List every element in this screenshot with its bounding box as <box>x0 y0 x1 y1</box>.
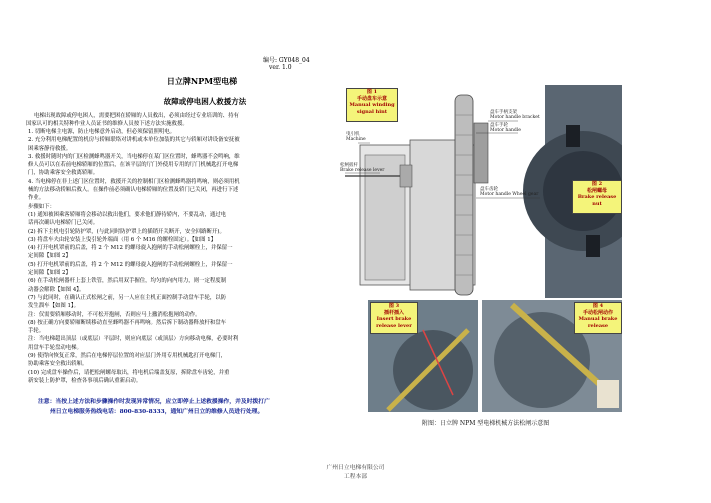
photo-insert-lever <box>368 300 478 412</box>
notice-line: 注意：当按上述方法和步骤操作时发现异常情况，应立即停止上述救援操作，并及时拨打广 <box>38 399 270 405</box>
callout-wheel-gear: 盘车齿轮 Motor handle Wheel gear <box>480 187 539 197</box>
step-line: 步骤如下： <box>28 203 55 210</box>
callout-handle: 盘车手轮 Motor handle <box>490 123 521 133</box>
step-line: 2. 充分利用电梯配置的机房与轿厢联络对讲机或本单位加装的其它与轿厢对讲设备安抚被 <box>28 137 240 144</box>
step-line: (6) 在手动松闸器杆上套上铁管，然后用双手握住，均匀的向内用力，则一定程度制 <box>28 278 227 285</box>
intro-line: 国家认可的相关特种作业人员证书的维修人员按下述方法实施救援。 <box>26 121 188 128</box>
document-number <box>263 57 310 71</box>
notice-block <box>38 397 270 417</box>
step-line: 注：当电梯超出顶层（或底层）平层时，则应向底层（或顶层）方向移动电梯，必要时利 <box>28 336 239 343</box>
step-line: 注：仅需要轿厢移动时，不可松开抱闸，否则应马上撤消松抱闸的动作。 <box>28 311 201 318</box>
callout-handle-bracket: 盘车手柄支架 Motor handle bracket <box>490 110 540 120</box>
step-line: 用盘车手轮盘动电梯。 <box>28 344 82 351</box>
intro-paragraph <box>26 112 239 129</box>
step-line: 困乘客静待救援。 <box>28 145 72 152</box>
procedure-steps <box>28 128 240 385</box>
step-line: 手轮。 <box>28 328 45 335</box>
document-subtitle: 故障或停电困人救援方法 <box>163 97 247 106</box>
step-line: (5) 打开电机罩前的后盖，将 2 个 M12 的螺母旋入抱闸的手动松闸螺栓上，并保留一 <box>28 261 233 268</box>
document-version: ver. 1.0 <box>269 64 292 71</box>
step-line: (9) 使得向恢复正常，然后在电梯停层位置的对应层门外用专用机械匙打开电梯门， <box>28 353 227 360</box>
step-line: 4. 当电梯停在非上述门区位置时，救援开关的控制相门区检测蜂鸣器将鸣响，则必须用机 <box>28 178 240 185</box>
step-line: 新安装上防护罩，检查各事项后确认重新启动。 <box>28 377 142 384</box>
step-line: 作业。 <box>28 195 45 202</box>
step-line: 发生溜车【如图 1】。 <box>28 303 79 310</box>
company-name: 广州日立电梯有限公司 <box>326 465 385 471</box>
step-line: 话再次确认电梯轿门已关闭。 <box>28 220 99 227</box>
step-line: (2) 拆下主机电引轮防护罩，(与此同时防护罩上的插销开关断开，安全回路断开)。 <box>28 228 225 235</box>
step-line: 门，协助乘客安全救离轿厢。 <box>28 170 99 177</box>
figure-3-label: 图 3 插杆插入 Insert brake release lever <box>370 302 418 334</box>
department-name: 工程本部 <box>343 474 368 480</box>
intro-line: 电梯出现故障或停电困人，需要把困在轿厢的人员救出，必须由经过专业培训的、持有 <box>34 113 239 119</box>
callout-machine: 曳引机 Machine <box>346 132 366 142</box>
notice-line: 州日立电梯服务热线电话：800-830-8333，通知广州日立的维修人员进行处理。 <box>50 409 264 415</box>
step-line: 动器会解除【如图 4】。 <box>28 286 85 293</box>
figure-4-label: 图 4 手动松闸动作 Manual brake release <box>574 302 622 334</box>
step-line: (10) 完成盘车操作后，请把松闸螺母取出，将电机后端盖复原，拆除盘车齿轮，并重 <box>28 369 230 376</box>
step-line: (4) 打开电机罩前的后盖，将 2 个 M12 的螺母旋入抱闸的手动松闸螺栓上，并保留一 <box>28 245 233 252</box>
machine-illustration <box>340 85 622 298</box>
step-line: 1. 切断电梯主电源，防止电梯意外启动，但必须保留照明电。 <box>28 129 176 135</box>
step-line: 械的方法移动轿厢后救人。在操作前必须确认电梯轿厢的位置及轿门已关闭，再进行下述 <box>28 187 239 194</box>
document-title: 日立牌NPM型电梯 <box>166 76 238 86</box>
step-line: (8) 按正确方向要轿厢断续移动直至蜂鸣器不再鸣响。然后拆下制动器释放杆和盘车 <box>28 319 227 326</box>
step-line: (1) 通知被困乘客轿厢将会移动以救出他们，要求他们静待轿内，不要乱动，通过电 <box>28 211 227 218</box>
step-line: 定间隙【如图 2】 <box>28 253 71 260</box>
photo-manual-release <box>482 300 622 412</box>
figure-2-label: 图 2 松闸螺母 Brake release nut <box>572 180 622 214</box>
step-line: 3. 救援时随时内的门区检测蜂鸣器开关，当电梯停在某门区位置时，蜂鸣器不会鸣响，维 <box>28 153 240 160</box>
callout-brake-lever: 松闸扳杆 Brake release lever <box>340 163 385 173</box>
step-line: (3) 将盘车夫由轮安装上曳引轮外端面（用 6 个 M16 的螺栓固定）。【如图 1】 <box>28 236 217 243</box>
figure-1-label: 图 1 手动盘车示意 Manual winding signal hint <box>346 88 398 122</box>
figure-caption: 附图：日立牌 NPM 型电梯机械方法松闸示意图 <box>422 420 550 427</box>
document-number-code: 编号: GY048_04 <box>263 57 310 64</box>
step-line: (7) 与此同时，在确认正式松闸之前，另一人应在主机正面控制手动盘车手轮，以防 <box>28 294 227 301</box>
step-line: 定间隙【如图 2】 <box>28 270 71 277</box>
step-line: 修人员可以在若前电梯轿厢的位置后，在该平层的厅门外使用专用的厅门机械匙打开电梯 <box>28 162 239 169</box>
step-line: 协助乘客安全救出轿厢。 <box>28 361 88 368</box>
